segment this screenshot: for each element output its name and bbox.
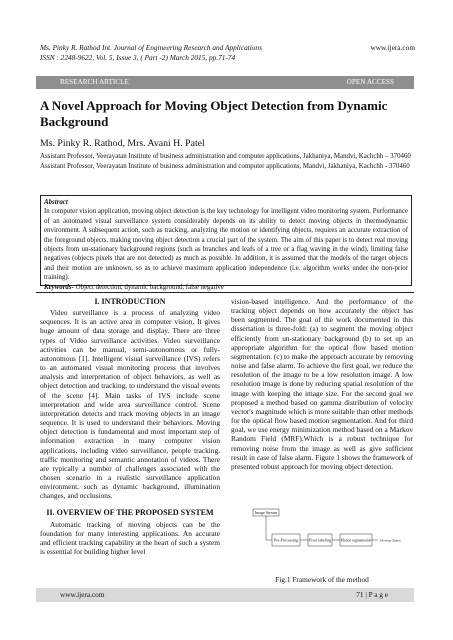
abstract-heading: Abstract xyxy=(44,199,68,206)
overview-heading: II. OVERVIEW OF THE PROPOSED SYSTEM xyxy=(46,508,214,518)
overview-text: Automatic tracking of moving objects can be the foundation for many interesting applications. An accurate and efficient tracking capability at the heart of such a system is essential for building higher level xyxy=(40,519,220,557)
article-type-banner xyxy=(36,76,414,89)
framework-figure xyxy=(252,508,402,572)
keywords-text: Object detection, dynamic background, false negative xyxy=(73,283,224,291)
keywords-label: Keywords- xyxy=(44,283,74,291)
page-footer xyxy=(36,588,414,602)
citation-line-1: Ms. Pinky R. Rathod Int. Journal of Engineering Research and Applications xyxy=(40,43,262,52)
footer-website-link[interactable]: www.ijera.com xyxy=(60,590,105,599)
abstract-text: In computer vision application, moving object detection is the key technology for intelligent video monitoring system. Performance of an automated visual surveillance system considerably depends on its ability to detect moving objects in thermodynamic environment. A subsequent action, such as tracking, analyzing the motion or identifying objects, requires an accurate extraction of the foreground objects, making moving object detection a crucial part of the system. The aim of this paper is to detect real moving objects from un-stationary background regions (such as branches and leafs of a tree or a flag waving in the wind), limiting false negatives (objects pixels that are not detected) as much as possible. In addition, it is assumed that the models of the target objects and their motion are unknown, so as to achieve maximum application independence (i.e. algorithm works under the non-prior training). xyxy=(44,208,408,282)
running-header xyxy=(40,43,400,62)
header-website-link[interactable]: www.ijera.com xyxy=(370,43,415,52)
motion-segmentation-label: Motion segmentation xyxy=(340,538,372,543)
introduction-heading: I. INTRODUCTION xyxy=(94,297,166,306)
page-number: 71 | P a g e xyxy=(356,590,388,599)
introduction-text: Video surveillance is a process of analyzing video sequences. It is an active area in computer vision. It gives huge amount of data storage and display. There are three types of Video surveillance activities. Video surveillance activities can be manual, semi-autonomous or fully-autonomous [1]. Intelligent visual surveillance (IVS) refers to an automated visual monitoring process that involves analysis and interpretation of object behaviors, as well as object detection and tracking, to understand the visual events of the scene [4]. Main tasks of IVS include scene interpretation and wide area surveillance control. Scene interpretation detects and track moving objects in an image sequence. It is used to understand their behaviors. Moving object detection is fundamental and most important step of information extraction in many computer vision applications, including video surveillance, people tracking, traffic monitoring and semantic annotation of videos. There are typically a number of challenges associated with the chosen scenario in a realistic surveillance application environment, such as dynamic background, illumination changes, and occlusions. xyxy=(40,308,220,501)
open-access-label: OPEN ACCESS xyxy=(346,78,394,86)
pixel-labeling-label: Pixel labeling xyxy=(308,537,332,543)
citation-line-2: ISSN : 2248-9622, Vol. 5, Issue 3, ( Part -2) March 2015, pp.71-74 xyxy=(40,52,236,62)
section-divider xyxy=(36,292,414,293)
preprocessing-label: Pre-Processing xyxy=(274,537,298,543)
right-column-text: vision-based intelligence. And the performance of the tracking object depends on how accurately the object has been segmented. The goal of the work documented in this dissertation is three-fold: (a) to segment the moving object efficiently from un-stationary background (b) to set up an appropriate algorithm for the optical flow based motion segmentation. (c) to make the approach accurate by removing noise and false alarm. To achieve the first goal, we reduce the resolution of the image to be a low resolution image. A low resolution image is done by reducing spatial resolution of the image with keeping the image size. For the second goal we proposed a method based on gamma distribution of velocity vector's magnitude which is more suitable than other methods for the optical flow based motion segmentation. And for third goal, we use energy minimization method based on a Markov Random Field (MRF).Which is a robust technique for removing noise from the image as well as give sufficient result in case of false alarm. Figure 1 shows the framework of presented robust approach for moving object detection. xyxy=(231,297,413,471)
affiliation-2: Assistant Professor, Veerayatan Institute of business administration and computer applications, Mandvi, Jakhaniya, Kachchh - 370460 xyxy=(40,162,410,170)
affiliation-1: Assistant Professor, Veerayatan Institute of business administration and computer applications, Jakhaniya, Mandvi, Kachchh – 370460 xyxy=(40,153,411,160)
moving-object-label: Moving Object xyxy=(380,538,401,543)
paper-title: A Novel Approach for Moving Object Detection from Dynamic Background xyxy=(40,98,388,129)
abstract-box xyxy=(40,195,412,291)
affiliations xyxy=(40,152,416,171)
keywords-line xyxy=(44,283,408,292)
image-stream-label: Image Stream xyxy=(254,510,278,515)
right-column xyxy=(231,297,413,471)
research-article-label: RESEARCH ARTICLE xyxy=(60,78,129,86)
figure-caption: Fig.1 Framework of the method xyxy=(275,575,369,584)
author-list: Ms. Pinky R. Rathod, Mrs. Avani H. Patel xyxy=(40,138,205,149)
left-column xyxy=(40,297,220,557)
